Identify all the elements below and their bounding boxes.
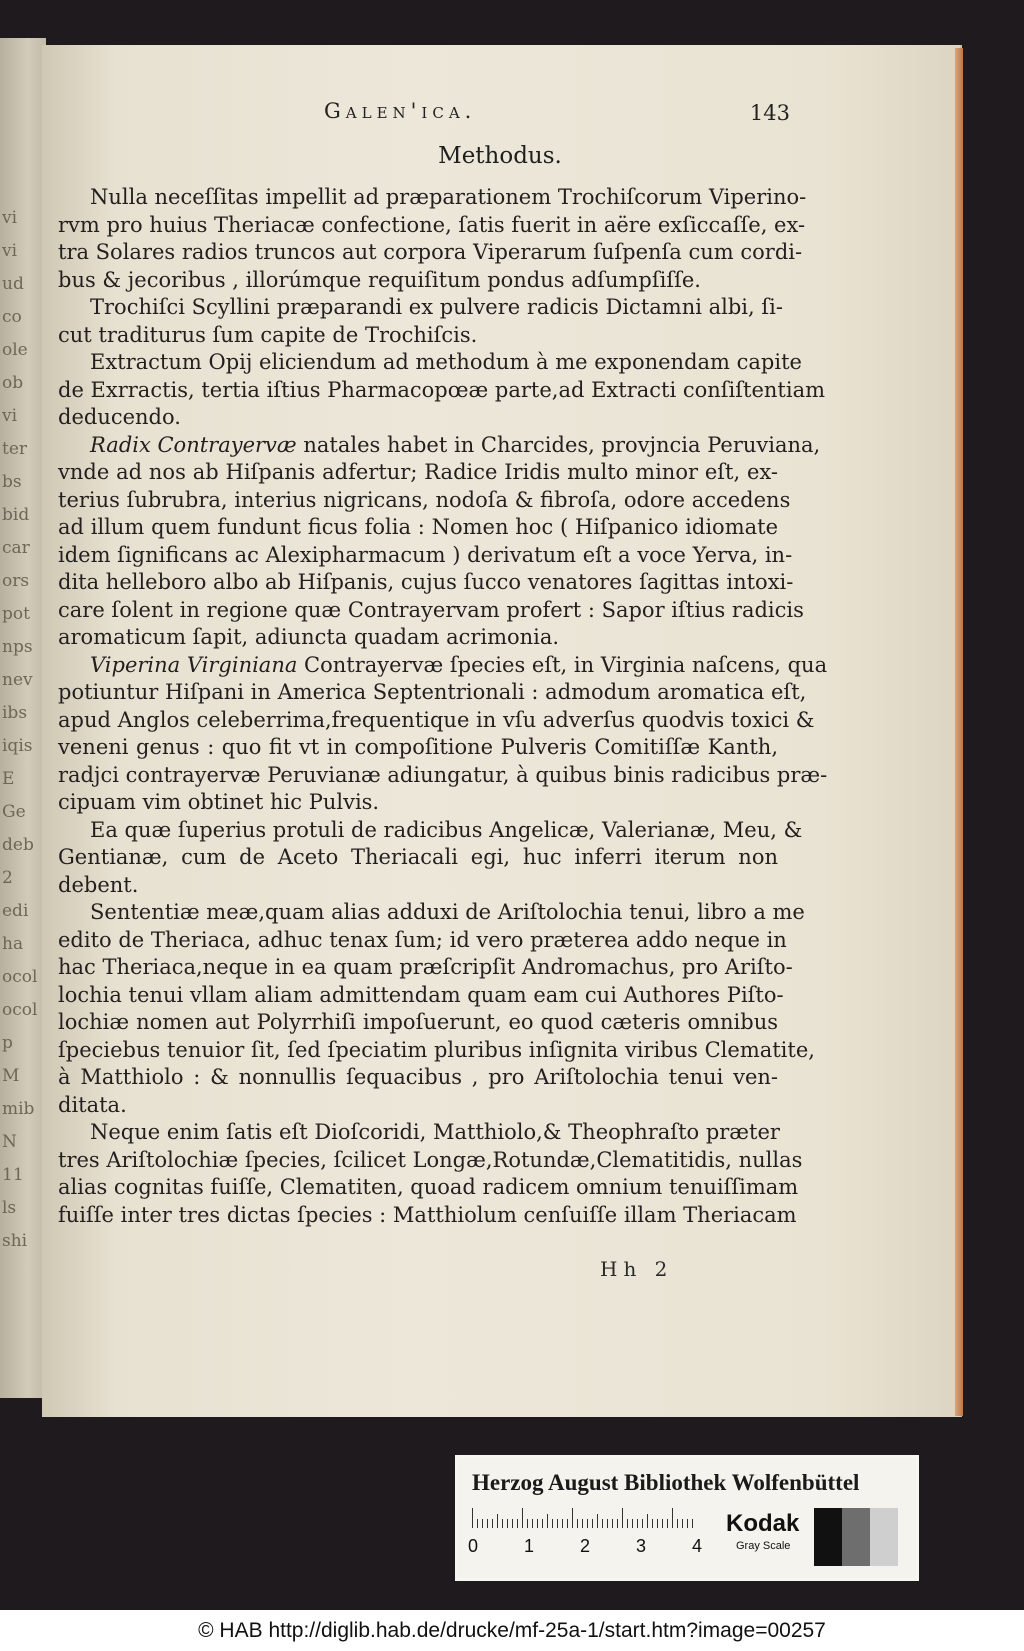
text-line: cipuam vim obtinet hic Pulvis. — [58, 790, 380, 814]
paragraph — [58, 652, 828, 817]
text-line: aromaticum ſapit, adiuncta quadam acrimonia. — [58, 625, 560, 649]
facing-page-fragment: ud — [2, 274, 24, 294]
ruler-tick — [557, 1519, 558, 1528]
text-line — [58, 432, 821, 460]
facing-page-fragment: ibs — [2, 703, 28, 723]
text-line: cut traditurus ſum capite de Trochiſcis. — [58, 322, 478, 347]
ruler-tick — [597, 1514, 598, 1528]
signature-mark: Hh 2 — [600, 1257, 674, 1281]
text-line — [58, 652, 828, 680]
paragraph — [58, 817, 803, 900]
ruler-tick — [537, 1519, 538, 1528]
text-line: terius ſubrubra, interius nigricans, nodoſa & fibroſa, odore accedens — [58, 487, 791, 512]
text-line: Sententiæ meæ,quam alias adduxi de Ariſtolochia tenui, libro a me — [90, 900, 805, 924]
facing-page-fragment: ocol — [2, 1000, 38, 1020]
ruler-tick — [472, 1508, 473, 1528]
ruler-tick — [487, 1519, 488, 1528]
ruler-tick — [612, 1519, 613, 1528]
ruler-tick — [592, 1519, 593, 1528]
copyright-footer: © HAB http://diglib.hab.de/drucke/mf-25a-1/start.htm?image=00257 — [0, 1610, 1024, 1651]
ruler-number: 3 — [636, 1536, 647, 1556]
text-line: veneni genus : quo fit vt in compoſitione Pulveris Comitiſſæ Kanth, — [58, 735, 778, 759]
text-line: tra Solares radios truncos aut corpora Viperarum ſuſpenſa cum cordi- — [58, 240, 803, 264]
facing-page-fragment: ocol — [2, 967, 38, 987]
text-line: rvm pro huius Theriacæ confectione, ſatis fuerit in aëre exſiccaſſe, ex- — [58, 212, 806, 237]
text-run: natales habet in Charcides, provjncia Peruviana, — [296, 432, 821, 457]
ruler-tick — [647, 1514, 648, 1528]
text-line: lochiæ nomen aut Polyrrhiſi impoſuerunt, eo quod cæteris omnibus — [58, 1010, 778, 1034]
ruler-tick — [552, 1519, 553, 1528]
ruler-tick — [502, 1519, 503, 1528]
ruler-number: 4 — [692, 1536, 703, 1556]
ruler-tick — [657, 1519, 658, 1528]
text-line: debent. — [58, 872, 139, 897]
ruler-tick — [547, 1514, 548, 1528]
ruler-tick — [662, 1519, 663, 1528]
text-line: idem ſignificans ac Alexipharmacum ) derivatum eſt a voce Yerva, in- — [58, 542, 793, 567]
text-line: radjci contrayervæ Peruvianæ adiungatur, à quibus binis radicibus præ- — [58, 762, 828, 787]
text-line: Neque enim ſatis eſt Dioſcoridi, Matthiolo,& Theophraſto præter — [90, 1120, 780, 1144]
facing-page-fragment: shi — [2, 1231, 28, 1251]
ruler-tick — [687, 1519, 688, 1528]
text-line: de Exrractis, tertia iſtius Pharmacopœæ parte,ad Extracti conſiſtentiam — [58, 377, 826, 402]
facing-page-fragment: edi — [2, 901, 29, 921]
gray-patch-light — [870, 1508, 898, 1566]
ruler-tick — [692, 1519, 693, 1528]
ruler-tick — [562, 1519, 563, 1528]
ruler-tick — [622, 1508, 623, 1528]
ruler-tick — [517, 1519, 518, 1528]
library-label — [455, 1455, 919, 1581]
facing-page-fragment: ob — [2, 373, 24, 393]
text-run: Contrayervæ ſpecies eſt, in Virginia naſcens, qua — [297, 652, 828, 677]
text-line: lochia tenui vllam aliam admittendam quam eam cui Authores Piſto- — [58, 982, 784, 1007]
body-text — [58, 184, 828, 1229]
text-line: edito de Theriaca, adhuc tenax ſum; id vero præterea addo neque in — [58, 927, 787, 952]
facing-page-fragment: mib — [2, 1099, 35, 1119]
ruler-tick — [492, 1519, 493, 1528]
ruler-tick — [522, 1508, 523, 1528]
ruler-tick — [542, 1519, 543, 1528]
ruler-number: 1 — [524, 1536, 535, 1556]
paragraph — [58, 349, 826, 432]
page-number: 143 — [749, 101, 790, 125]
ruler-tick — [482, 1519, 483, 1528]
gray-patch-mid — [842, 1508, 870, 1566]
facing-page-edge — [0, 38, 46, 1398]
text-line: ditata. — [58, 1092, 127, 1117]
text-line: ad illum quem fundunt ficus folia : Nomen hoc ( Hiſpanico idiomate — [58, 515, 778, 539]
text-line: vnde ad nos ab Hiſpanis adfertur; Radice Iridis multo minor eſt, ex- — [58, 460, 778, 484]
facing-page-fragment: M — [2, 1066, 20, 1086]
facing-page-fragment: car — [2, 538, 30, 558]
text-line: tres Ariſtolochiæ ſpecies, ſcilicet Longæ,Rotundæ,Clematitidis, nullas — [58, 1147, 803, 1172]
facing-page-fragment: vi — [2, 406, 18, 426]
ruler-tick — [627, 1519, 628, 1528]
text-line: apud Anglos celeberrima,frequentique in vſu adverſus quodvis toxici & — [58, 707, 815, 732]
text-line: Ea quæ ſuperius protuli de radicibus Angelicæ, Valerianæ, Meu, & — [90, 817, 803, 842]
ruler-tick — [512, 1519, 513, 1528]
facing-page-fragment: bid — [2, 505, 30, 525]
ruler-tick — [507, 1519, 508, 1528]
text-line: care ſolent in regione quæ Contrayervam profert : Sapor iſtius radicis — [58, 597, 804, 622]
gray-patches — [814, 1508, 904, 1566]
ruler-tick — [577, 1519, 578, 1528]
facing-page-fragment: iqis — [2, 736, 33, 756]
ruler-tick — [677, 1519, 678, 1528]
facing-page-fragment: nps — [2, 637, 33, 657]
text-line: deducendo. — [58, 405, 181, 429]
facing-page-fragment: nev — [2, 670, 33, 690]
facing-page-fragment: ors — [2, 571, 30, 591]
facing-page-fragment: bs — [2, 472, 22, 492]
text-line: Trochiſci Scyllini præparandi ex pulvere radicis Dictamni albi, ſi- — [90, 295, 783, 319]
paragraph — [58, 184, 807, 294]
facing-page-fragment: Ge — [2, 802, 26, 822]
ruler-number: 2 — [580, 1536, 591, 1556]
ruler-tick — [607, 1519, 608, 1528]
text-line: Nulla neceſſitas impellit ad præparationem Trochiſcorum Viperino- — [90, 185, 807, 209]
ruler-tick — [652, 1519, 653, 1528]
italic-term: Radix Contrayervæ — [90, 432, 297, 457]
section-title: Methodus. — [438, 143, 562, 169]
ruler-tick — [637, 1519, 638, 1528]
gray-scale-caption: Gray Scale — [736, 1540, 791, 1552]
page-header — [320, 99, 790, 133]
ruler-tick — [582, 1519, 583, 1528]
text-line: à Matthiolo : & nonnullis ſequacibus , pro Ariſtolochia tenui ven- — [58, 1065, 778, 1089]
facing-page-fragment: 11 — [2, 1165, 24, 1185]
facing-page-fragment: deb — [2, 835, 34, 855]
text-line: fuiſſe inter tres dictas ſpecies : Matthiolum cenſuiſſe illam Theriacam — [58, 1202, 797, 1227]
ruler-tick — [532, 1519, 533, 1528]
facing-page-fragment: N — [2, 1132, 17, 1152]
text-line: Extractum Opij eliciendum ad methodum à me exponendam capite — [90, 350, 802, 374]
ruler-tick — [587, 1519, 588, 1528]
facing-page-fragment: E — [2, 769, 15, 789]
facing-page-fragment: ls — [2, 1198, 17, 1218]
facing-page-fragment: ole — [2, 340, 28, 360]
ruler-tick — [567, 1519, 568, 1528]
running-head: Galen'ica. — [324, 99, 477, 123]
paragraph — [58, 899, 815, 1119]
ruler-tick — [602, 1519, 603, 1528]
facing-page-fragment: 2 — [2, 868, 13, 888]
gray-patch-black — [814, 1508, 842, 1566]
facing-page-fragment: pot — [2, 604, 30, 624]
facing-page-fragment: ter — [2, 439, 28, 459]
paragraph — [58, 294, 783, 349]
kodak-logo: Kodak — [726, 1510, 800, 1537]
ruler-tick — [617, 1519, 618, 1528]
facing-page-fragment: co — [2, 307, 22, 327]
italic-term: Viperina Virginiana — [90, 652, 298, 677]
ruler-tick — [667, 1519, 668, 1528]
text-line: ſpeciebus tenuior ſit, ſed ſpeciatim pluribus inſignita viribus Clematite, — [58, 1037, 815, 1062]
facing-page-fragment: vi — [2, 208, 18, 228]
facing-page-fragment: ha — [2, 934, 24, 954]
text-line: bus & jecoribus , illorúmque requiſitum pondus adſumpſiſſe. — [58, 267, 701, 292]
text-line: hac Theriaca,neque in ea quam præſcripſit Andromachus, pro Ariſto- — [58, 955, 793, 979]
facing-page-fragment: vi — [2, 241, 18, 261]
text-line: potiuntur Hiſpani in America Septentrionali : admodum aromatica eſt, — [58, 680, 807, 704]
ruler — [468, 1506, 712, 1556]
ruler-tick — [477, 1519, 478, 1528]
text-line: Gentianæ, cum de Aceto Theriacali egi, huc inferri iterum non — [58, 845, 778, 869]
page-edge — [955, 48, 963, 1416]
facing-page-fragment: p — [2, 1033, 13, 1053]
library-name: Herzog August Bibliothek Wolfenbüttel — [472, 1470, 860, 1495]
ruler-tick — [672, 1508, 673, 1528]
ruler-tick — [497, 1514, 498, 1528]
ruler-number: 0 — [468, 1536, 479, 1556]
ruler-tick — [572, 1508, 573, 1528]
ruler-tick — [632, 1519, 633, 1528]
paragraph — [58, 432, 821, 652]
text-line: dita helleboro albo ab Hiſpanis, cujus ſucco venatores ſagittas intoxi- — [58, 570, 794, 594]
ruler-tick — [642, 1519, 643, 1528]
paragraph — [58, 1119, 803, 1229]
ruler-tick — [682, 1519, 683, 1528]
text-line: alias cognitas fuiſſe, Clematiten, quoad radicem omnium tenuiſſimam — [58, 1175, 799, 1199]
ruler-tick — [527, 1519, 528, 1528]
